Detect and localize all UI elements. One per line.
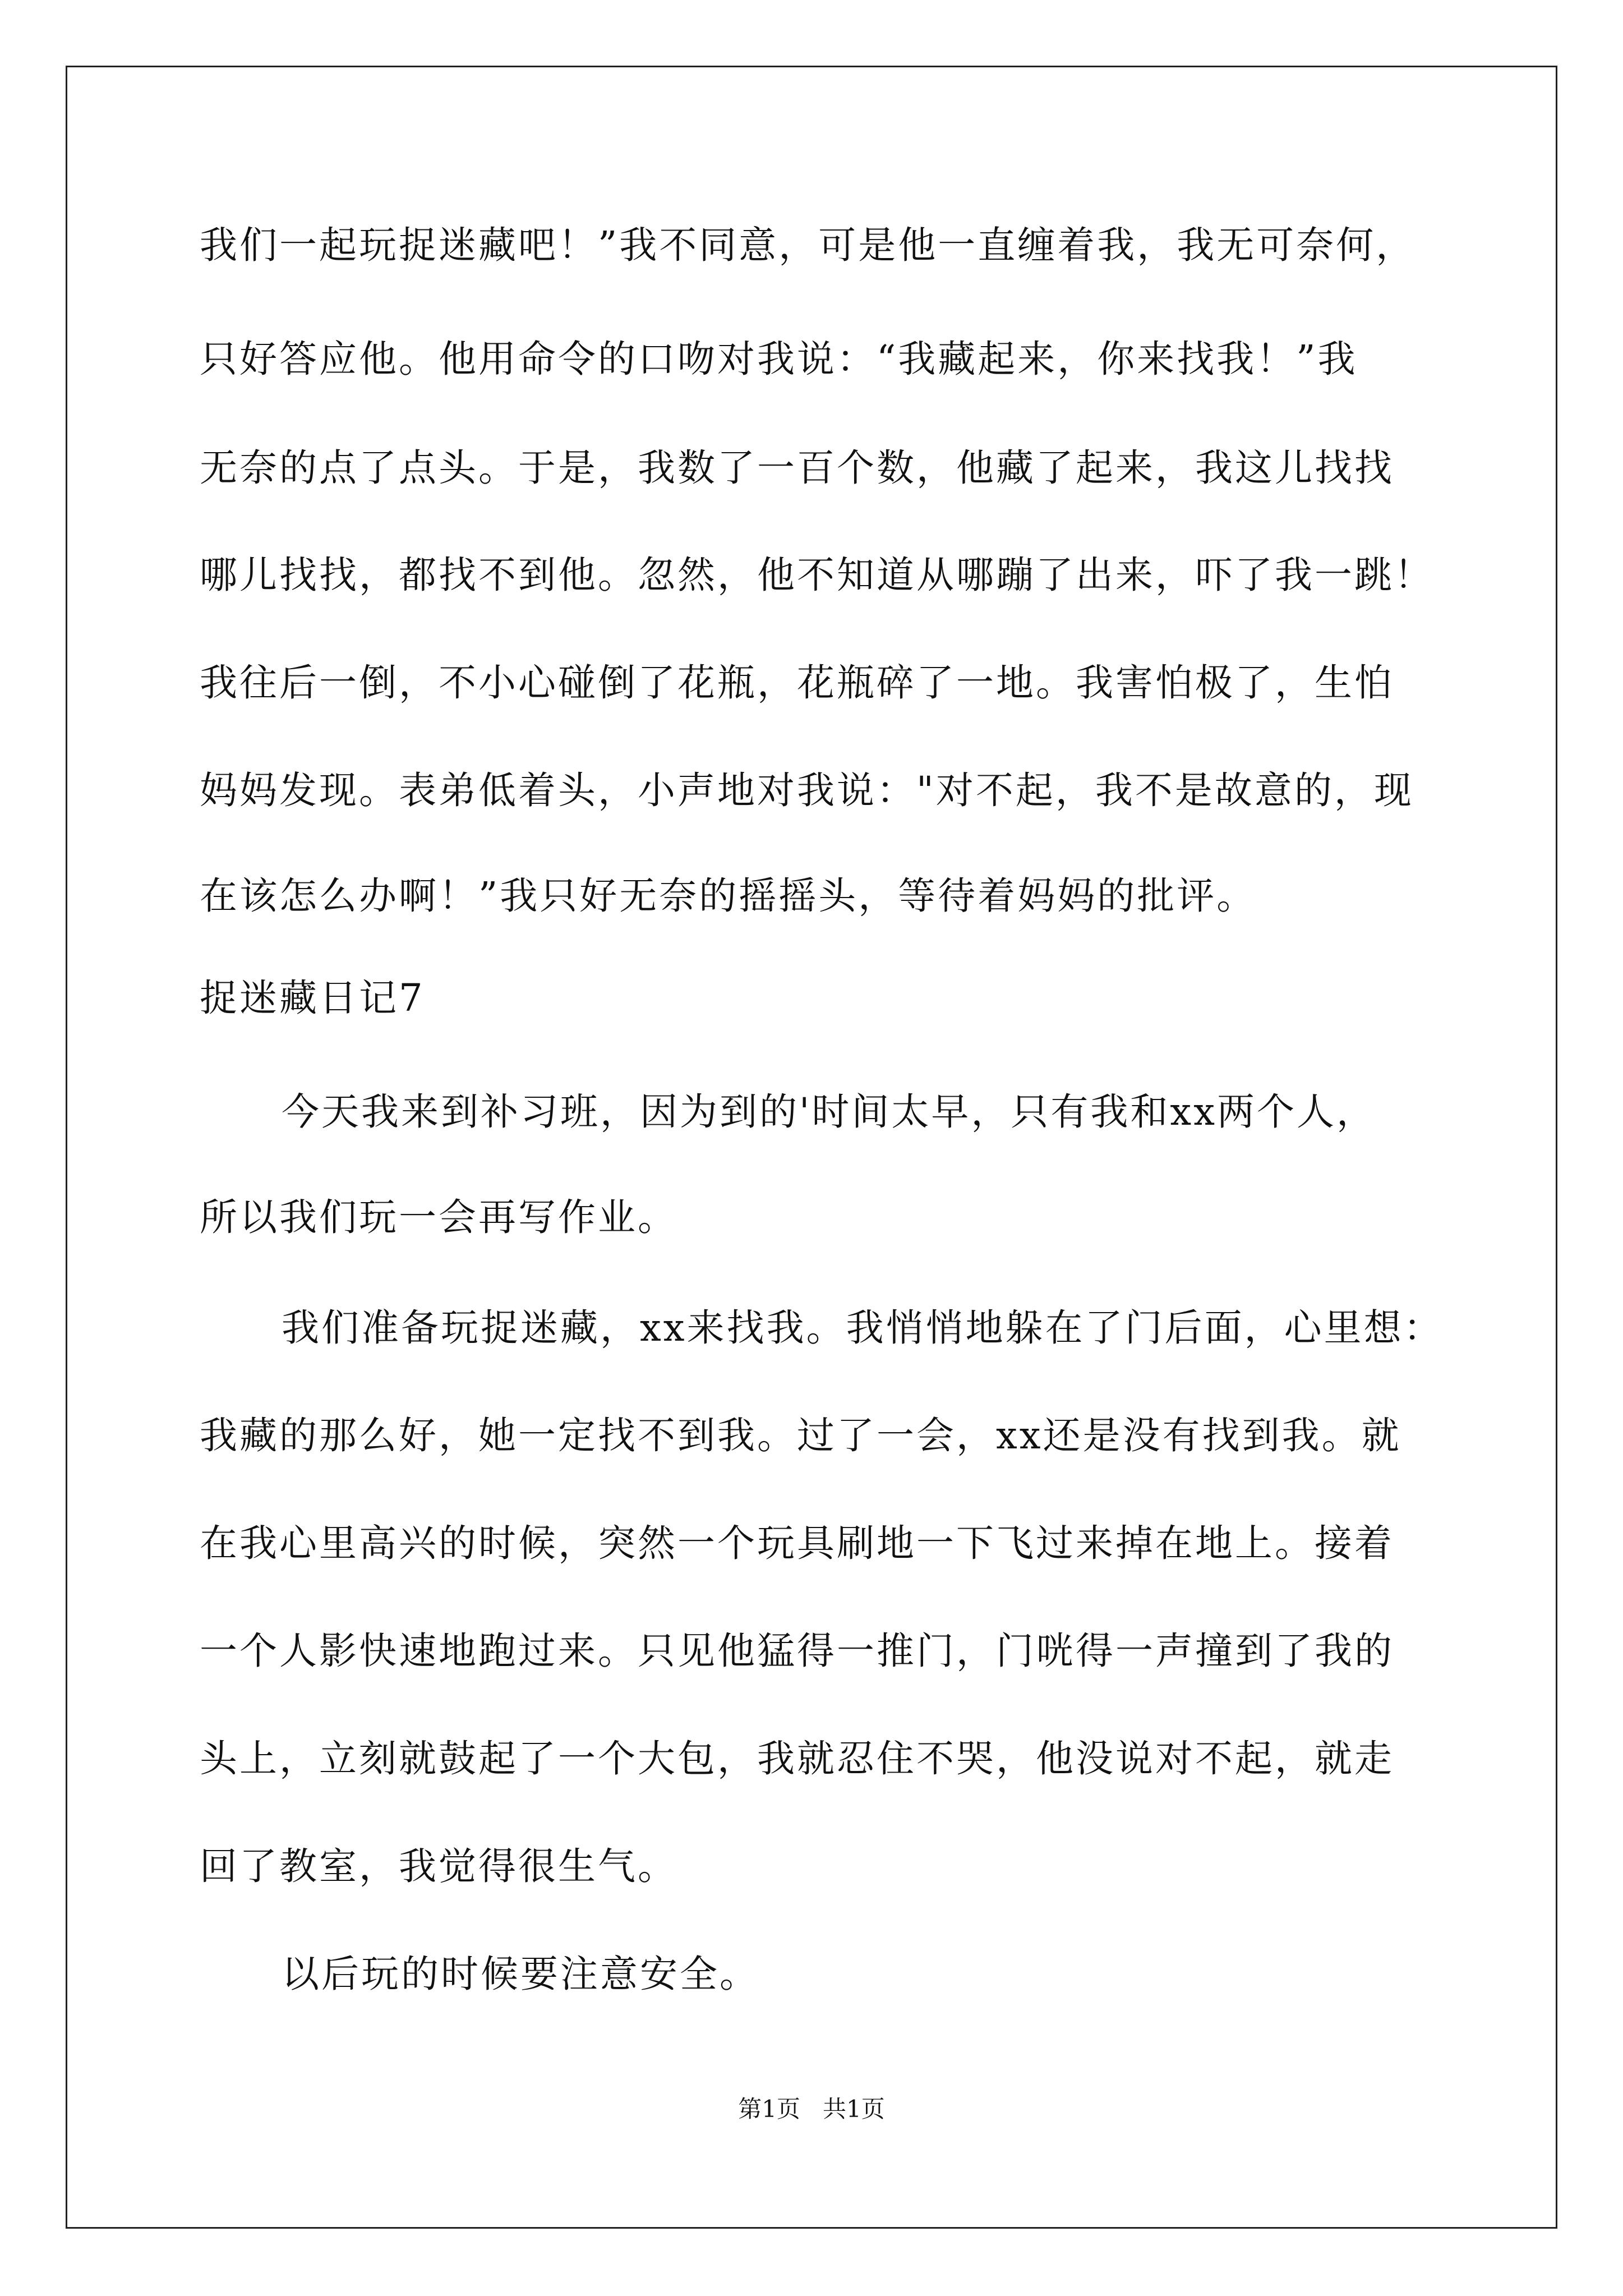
body-text-line: 今天我来到补习班，因为到的'时间太早，只有我和xx两个人， [282,1090,1376,1134]
body-text-line: 头上，立刻就鼓起了一个大包，我就忍住不哭，他没说对不起，就走 [200,1737,1394,1780]
section-heading: 捉迷藏日记7 [200,976,425,1020]
page-border [66,66,1557,2229]
body-text-line: 我藏的那么好，她一定找不到我。过了一会，xx还是没有找到我。就 [200,1414,1401,1457]
body-text-line: 我们一起玩捉迷藏吧！”我不同意，可是他一直缠着我，我无可奈何， [200,223,1416,267]
body-text-line: 哪儿找找，都找不到他。忽然，他不知道从哪蹦了出来，吓了我一跳！ [200,553,1434,597]
page-footer: 第1页 共1页 [738,2095,885,2123]
body-text-line: 一个人影快速地跑过来。只见他猛得一推门，门咣得一声撞到了我的 [200,1629,1394,1673]
body-text-line: 在我心里高兴的时候，突然一个玩具刷地一下飞过来掉在地上。接着 [200,1521,1394,1565]
body-text-line: 只好答应他。他用命令的口吻对我说：“我藏起来，你来找我！”我 [200,337,1358,381]
body-text-line: 在该怎么办啊！”我只好无奈的摇摇头，等待着妈妈的批评。 [200,874,1257,918]
body-text-line: 妈妈发现。表弟低着头，小声地对我说："对不起，我不是故意的，现 [200,769,1414,812]
body-text-line: 无奈的点了点头。于是，我数了一百个数，他藏了起来，我这儿找找 [200,446,1394,490]
body-text-line: 我们准备玩捉迷藏，xx来找我。我悄悄地躲在了门后面，心里想： [282,1306,1444,1350]
body-text-line: 所以我们玩一会再写作业。 [200,1195,677,1239]
body-text-line: 我往后一倒，不小心碰倒了花瓶，花瓶碎了一地。我害怕极了，生怕 [200,661,1394,705]
body-text-line: 以后玩的时候要注意安全。 [282,1952,759,1996]
body-text-line: 回了教室，我觉得很生气。 [200,1844,677,1888]
